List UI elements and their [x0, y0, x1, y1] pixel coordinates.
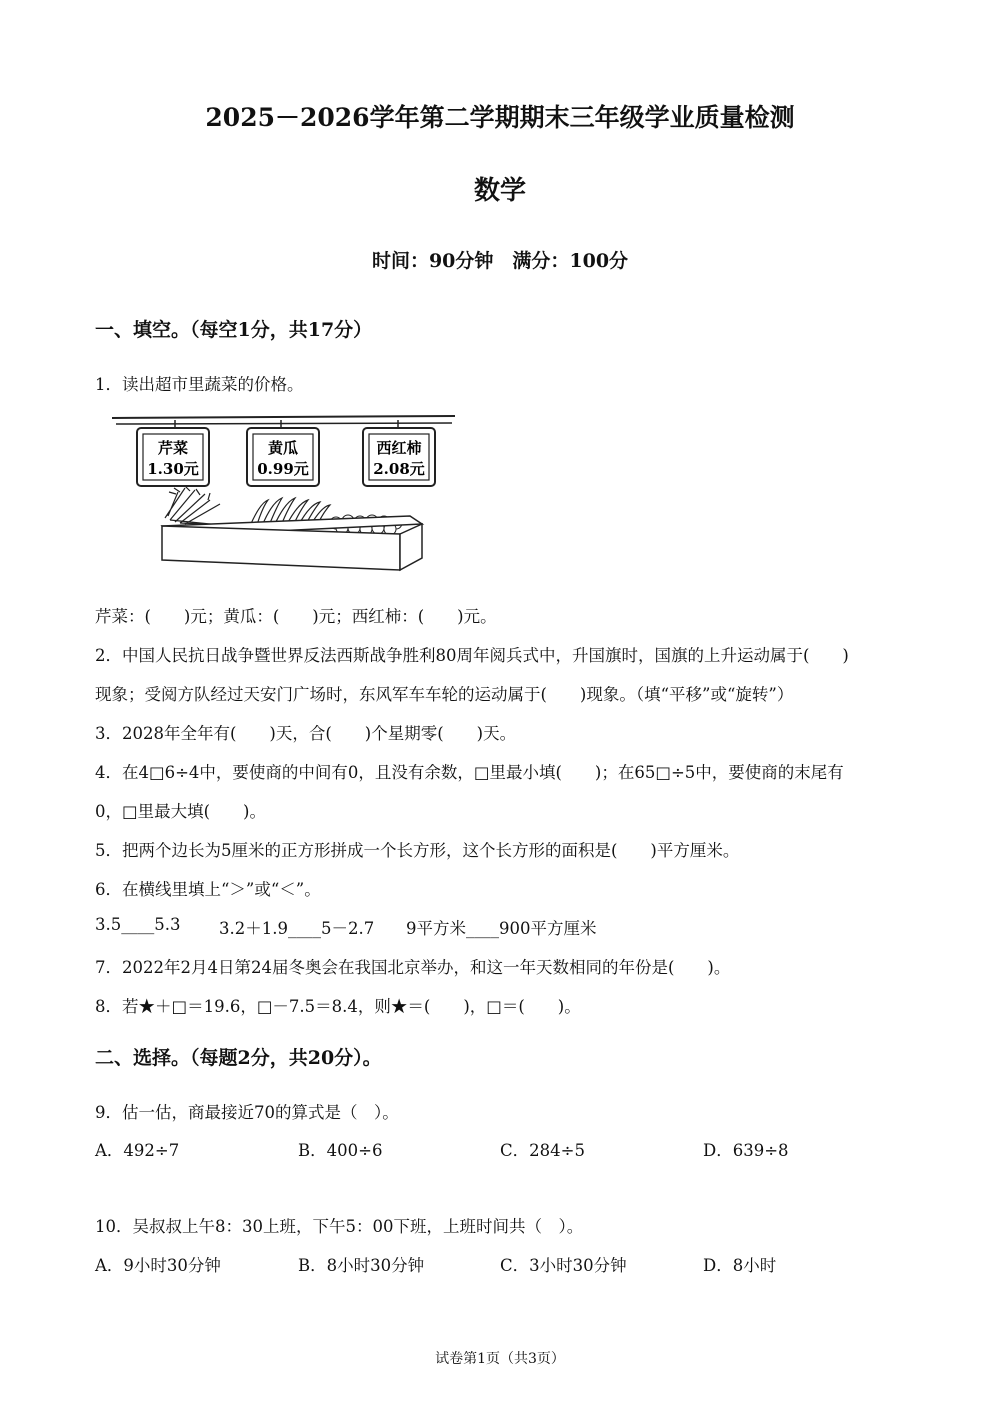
price-sign-cucumber — [247, 428, 319, 486]
sign-label: 芹菜 — [157, 439, 189, 457]
exam-info: 时间：90分钟 满分：100分 — [371, 250, 629, 272]
question-6: 6．在横线里填上“＞”或“＜”。 — [95, 880, 321, 899]
sign-price: 2.08元 — [373, 460, 425, 478]
section-2-title: 二、选择。（每题2分，共20分）。 — [95, 1047, 382, 1069]
sign-price: 1.30元 — [147, 460, 199, 478]
question-6-item-3: 9平方米____900平方厘米 — [406, 919, 597, 938]
crate-drawing — [162, 516, 422, 570]
question-10-option-d: D．8小时 — [703, 1256, 777, 1275]
subject-title: 数学 — [473, 176, 526, 206]
price-sign-celery — [137, 428, 209, 486]
sign-label: 西红柿 — [376, 439, 422, 457]
question-3: 3．2028年全年有( )天，合( )个星期零( )天。 — [95, 724, 517, 743]
question-4-line-1: 4．在4□6÷4中，要使商的中间有0，且没有余数，□里最小填( )；在65□÷5中，要使商的末尾有 — [95, 763, 844, 782]
price-sign-tomato — [363, 428, 435, 486]
question-9-option-a: A．492÷7 — [95, 1141, 180, 1160]
question-1-answer-line: 芹菜：( )元；黄瓜：( )元；西红柿：( )元。 — [95, 607, 497, 626]
question-5: 5．把两个边长为5厘米的正方形拼成一个长方形，这个长方形的面积是( )平方厘米。 — [95, 841, 740, 860]
question-10-option-a: A．9小时30分钟 — [95, 1256, 221, 1275]
question-10: 10．吴叔叔上午8：30上班，下午5：00下班，上班时间共（ ）。 — [95, 1217, 584, 1236]
question-8: 8．若★＋□＝19.6，□－7.5＝8.4，则★＝( )，□＝( )。 — [95, 997, 581, 1016]
question-9-option-c: C．284÷5 — [500, 1141, 585, 1160]
question-9-option-d: D．639÷8 — [703, 1141, 789, 1160]
vegetable-stall-illustration — [110, 408, 460, 576]
sign-price: 0.99元 — [257, 460, 309, 478]
section-1-title: 一、填空。（每空1分，共17分） — [95, 319, 373, 341]
question-6-item-1: 3.5____5.3 — [95, 915, 181, 934]
question-9-option-b: B．400÷6 — [298, 1141, 383, 1160]
question-2-line-2: 现象；受阅方队经过天安门广场时，东风军车车轮的运动属于( )现象。（填“平移”或“旋转”） — [95, 685, 794, 704]
exam-title: 2025－2026学年第二学期期末三年级学业质量检测 — [205, 103, 795, 132]
sign-label: 黄瓜 — [267, 439, 299, 457]
question-1: 1．读出超市里蔬菜的价格。 — [95, 375, 304, 394]
question-6-item-2: 3.2＋1.9____5－2.7 — [219, 919, 375, 938]
page-footer: 试卷第1页（共3页） — [435, 1351, 565, 1367]
question-10-option-b: B．8小时30分钟 — [298, 1256, 425, 1275]
question-10-option-c: C．3小时30分钟 — [500, 1256, 627, 1275]
question-9: 9．估一估，商最接近70的算式是（ ）。 — [95, 1103, 399, 1122]
question-7: 7．2022年2月4日第24届冬奥会在我国北京举办，和这一年天数相同的年份是( )。 — [95, 958, 731, 977]
question-4-line-2: 0，□里最大填( )。 — [95, 802, 266, 821]
celery-drawing — [165, 486, 250, 528]
question-2-line-1: 2．中国人民抗日战争暨世界反法西斯战争胜利80周年阅兵式中，升国旗时，国旗的上升运动属于( ) — [95, 646, 849, 665]
